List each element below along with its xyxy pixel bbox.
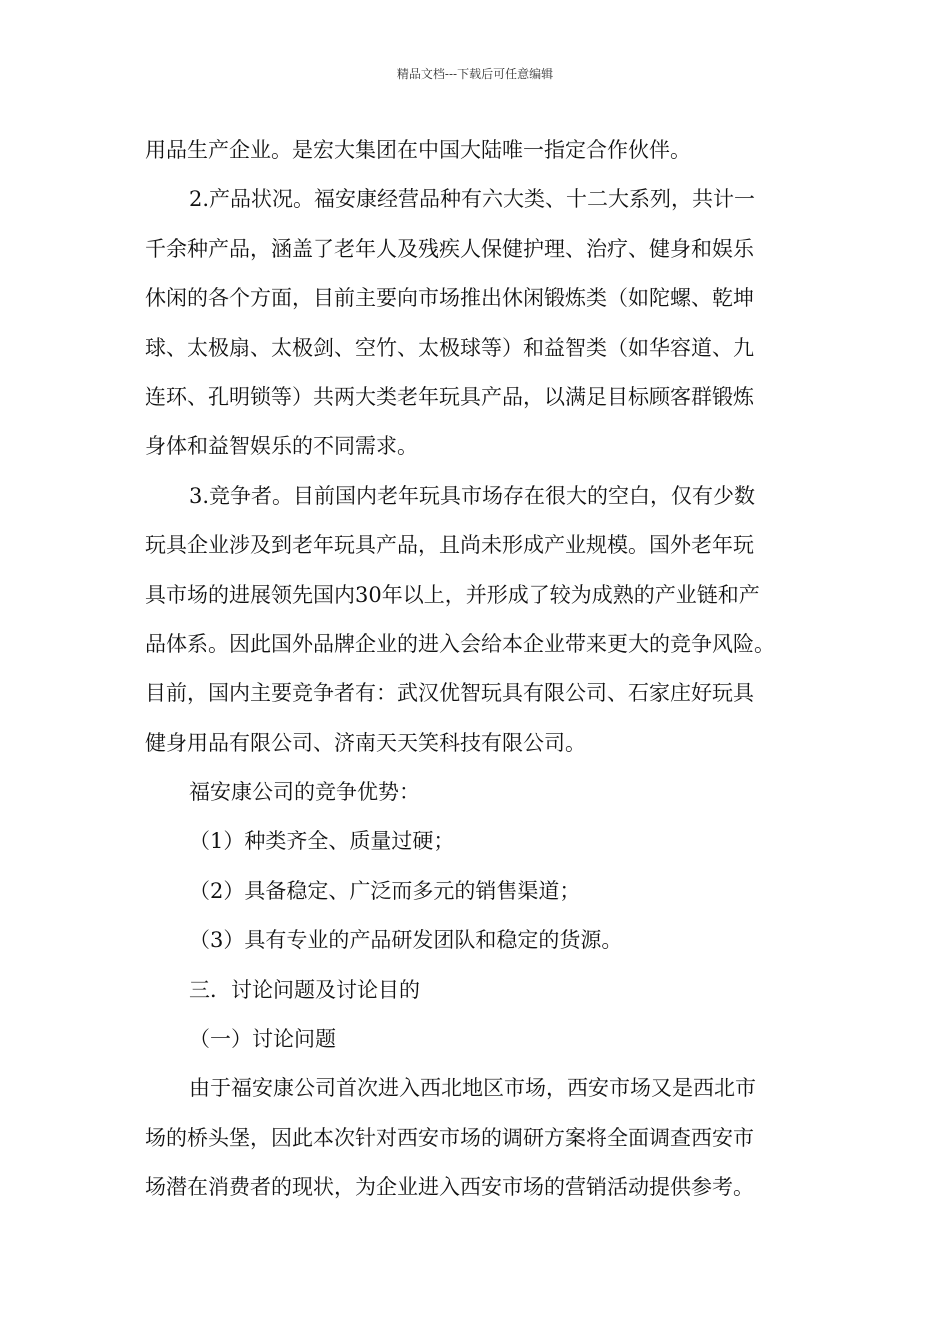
text-line: 身体和益智娱乐的不同需求。 [145,434,418,459]
text-line: 具市场的进展领先国内30年以上，并形成了较为成熟的产业链和产 [145,582,760,607]
list-item: （1）种类齐全、质量过硬； [189,829,455,854]
subsection-heading [145,1015,810,1064]
paragraph-company-intro-end [145,126,810,175]
text-line: 目前，国内主要竞争者有：武汉优智玩具有限公司、石家庄好玩具 [145,681,754,706]
text-line: 3.竞争者。目前国内老年玩具市场存在很大的空白，仅有少数 [189,483,756,508]
advantages-list [145,817,810,965]
page-header: 精品文档---下载后可任意编辑 [396,67,554,81]
paragraph-competitors [145,472,810,768]
text-line: 休闲的各个方面，目前主要向市场推出休闲锻炼类（如陀螺、乾坤 [145,286,754,311]
paragraph-product-status [145,175,810,471]
paragraph-research-problem [145,1064,810,1212]
paragraph-advantages-heading [145,768,810,817]
text-line: 由于福安康公司首次进入西北地区市场，西安市场又是西北市 [189,1076,756,1101]
text-line: 福安康公司的竞争优势： [189,780,420,805]
document-body [145,126,810,1213]
text-line: 千余种产品，涵盖了老年人及残疾人保健护理、治疗、健身和娱乐 [145,236,754,261]
text-line: 场潜在消费者的现状，为企业进入西安市场的营销活动提供参考。 [145,1175,754,1200]
text-line: 玩具企业涉及到老年玩具产品，且尚未形成产业规模。国外老年玩 [145,533,754,558]
text-line: 2.产品状况。福安康经营品种有六大类、十二大系列，共计一 [189,187,756,212]
text-line: 健身用品有限公司、济南天天笑科技有限公司。 [145,730,586,755]
heading-text: （一）讨论问题 [189,1027,336,1052]
text-line: 连环、孔明锁等）共两大类老年玩具产品，以满足目标顾客群锻炼 [145,384,754,409]
list-item: （3）具有专业的产品研发团队和稳定的货源。 [189,928,623,953]
section-heading [145,966,810,1015]
heading-text: 三．讨论问题及讨论目的 [189,977,420,1002]
list-item: （2）具备稳定、广泛而多元的销售渠道； [189,878,581,903]
text-line: 场的桥头堡，因此本次针对西安市场的调研方案将全面调查西安市 [145,1125,754,1150]
text-line: 球、太极扇、太极剑、空竹、太极球等）和益智类（如华容道、九 [145,335,754,360]
text-line: 用品生产企业。是宏大集团在中国大陆唯一指定合作伙伴。 [145,138,691,162]
text-line: 品体系。因此国外品牌企业的进入会给本企业带来更大的竞争风险。 [145,631,775,656]
